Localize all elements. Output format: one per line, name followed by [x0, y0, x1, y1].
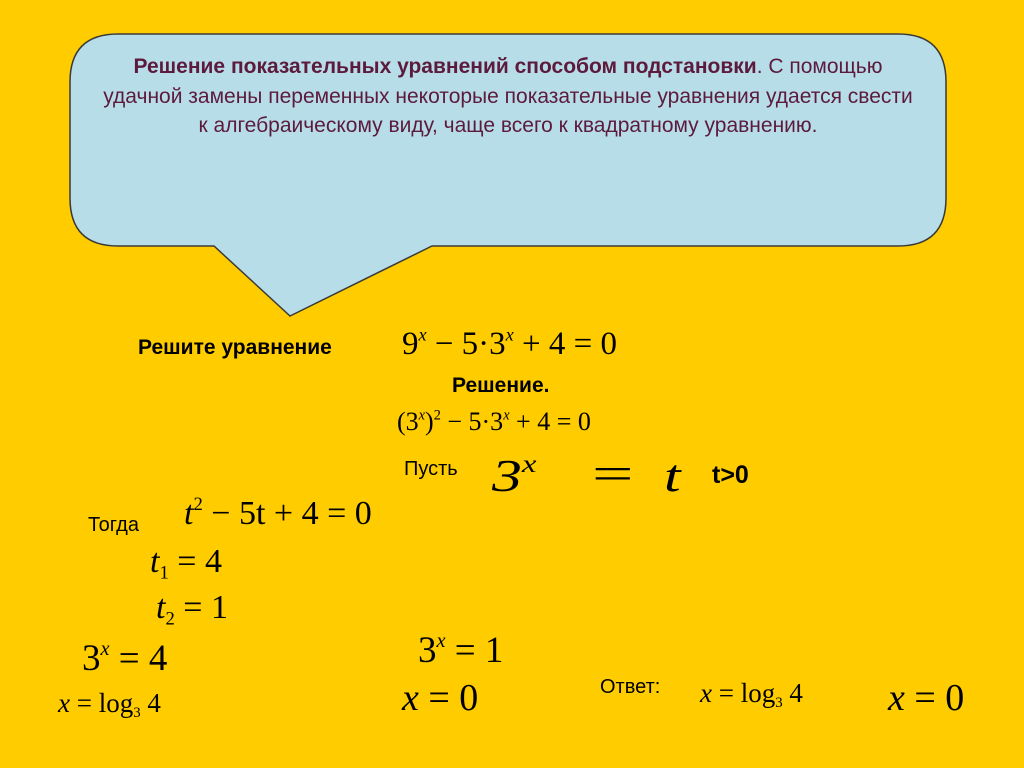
solution-step1-equation: $(3^x)^2 - 5\cdot 3^x + 4 = 0$: [397, 407, 591, 436]
root-t1: $t_1 = 4$: [150, 543, 222, 584]
answer-result-1: $x = \log_3 4$: [700, 678, 803, 712]
answer-result-2: x = 0: [888, 677, 965, 719]
substitution-label: Пусть: [404, 458, 458, 480]
substitution-equals: =: [592, 448, 634, 499]
callout-text: [100, 52, 916, 141]
solution-heading: Решение.: [452, 374, 550, 397]
quadratic-equation: $t^2 - 5t + 4 = 0$: [184, 493, 372, 532]
task-label: Решите уравнение: [138, 336, 332, 359]
case2-equation: $3^x = 1$: [418, 629, 504, 671]
callout-bubble: [0, 0, 1024, 330]
task-equation: $9^x - 5\cdot 3^x + 4 = 0$: [402, 324, 617, 362]
callout-title: Решение показательных уравнений способом подстановки: [133, 55, 757, 78]
callout-body: . С помощью удачной замены переменных некоторые показательные уравнения удается свести к алгебраическому виду, чаще всего к квадратному уравнению.: [103, 55, 913, 137]
substitution-lhs: 3$^x$: [492, 450, 537, 501]
case1-result: $x = \log_3 4$: [58, 688, 161, 722]
case2-result: x = 0: [402, 677, 479, 719]
substitution-condition: t>0: [712, 461, 749, 489]
substitution-rhs: t: [664, 450, 681, 501]
quadratic-label: Тогда: [88, 514, 139, 536]
root-t2: $t_2 = 1$: [156, 589, 228, 630]
case1-equation: $3^x = 4$: [82, 637, 168, 679]
answer-label: Ответ:: [600, 676, 661, 698]
